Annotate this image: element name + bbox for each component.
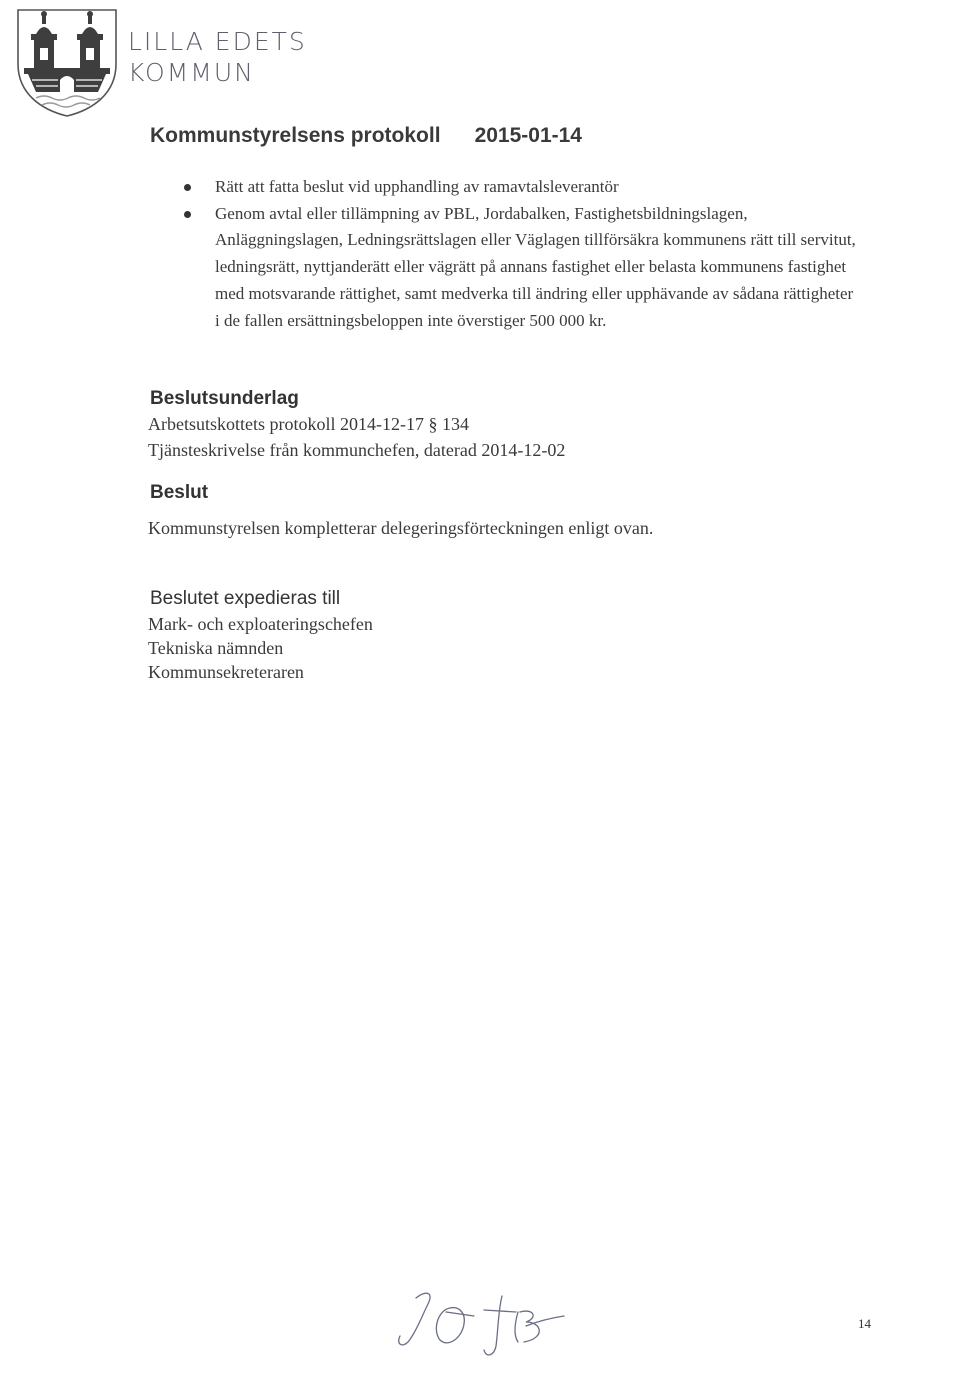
beslutsunderlag-item: Tjänsteskrivelse från kommunchefen, daterad 2014-12-02 [148, 440, 566, 460]
beslutsunderlag-heading: Beslutsunderlag [150, 388, 299, 409]
document-date: 2015-01-14 [474, 124, 582, 147]
list-item-text: Rätt att fatta beslut vid upphandling av ramavtalsleverantör [215, 177, 619, 196]
handwritten-initials-icon [386, 1282, 576, 1364]
list-item [182, 174, 862, 201]
document-title: Kommunstyrelsens protokoll [150, 124, 441, 147]
beslutsunderlag-item: Arbetsutskottets protokoll 2014-12-17 § 134 [148, 414, 469, 434]
expedieras-item: Tekniska nämnden [148, 638, 284, 658]
delegation-bullet-list [182, 174, 862, 334]
bullet-icon [184, 184, 191, 191]
list-item [182, 201, 862, 335]
document-title-row [150, 124, 582, 148]
list-item-text: Genom avtal eller tillämpning av PBL, Jordabalken, Fastighetsbildningslagen, Anläggningslagen, Ledningsrättslagen eller Väglagen tillförsäkra kommunens rätt till servitut, ledningsrätt, nyttjanderätt eller vägrätt på annans fastighet eller belasta kommunens fastighet med motsvarande rättighet, samt medverka till ändring eller upphävande av sådana rättigheter i de fallen ersättningsbeloppen inte överstiger 500 000 kr. [215, 203, 856, 330]
expedieras-item: Mark- och exploateringschefen [148, 614, 373, 634]
expedieras-heading: Beslutet expedieras till [150, 588, 341, 609]
beslut-text: Kommunstyrelsen kompletterar delegeringsförteckningen enligt ovan. [148, 518, 654, 538]
beslut-heading: Beslut [150, 482, 209, 503]
expedieras-item: Kommunsekreteraren [148, 662, 304, 682]
municipality-name-line1: LILLA EDETS [128, 27, 307, 56]
municipal-coat-of-arms-icon [14, 6, 120, 118]
municipality-name [128, 26, 307, 88]
bullet-icon [184, 211, 191, 218]
page-number: 14 [858, 1316, 871, 1331]
municipality-name-line2: KOMMUN [128, 58, 255, 87]
